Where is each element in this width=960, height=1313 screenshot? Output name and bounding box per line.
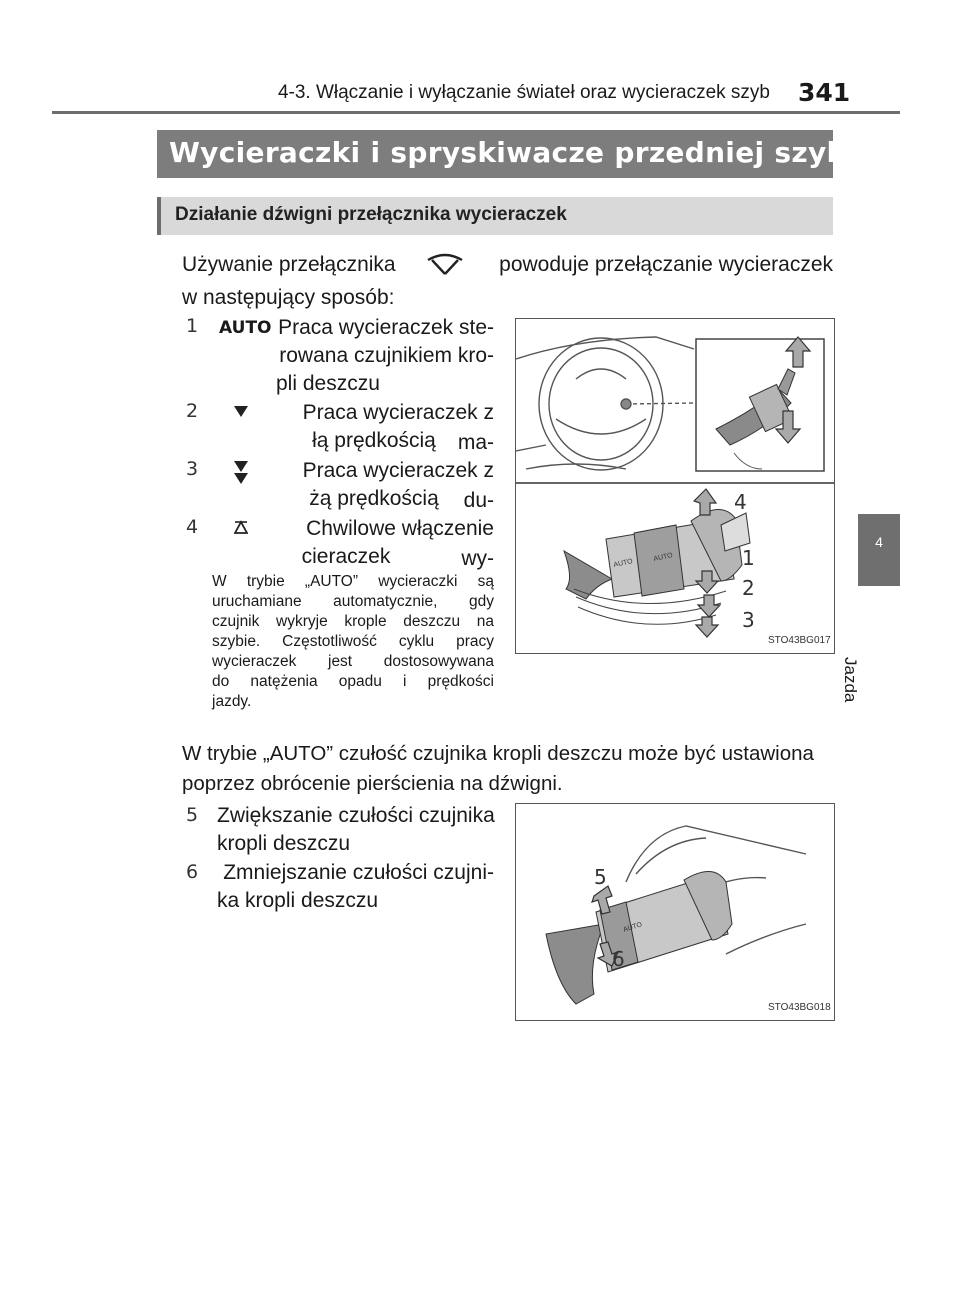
sensitivity-line1: W trybie „AUTO” czułość czujnika kropli deszczu może być ustawiona: [182, 742, 814, 765]
subsection-title: Działanie dźwigni przełącznika wycieraczek: [175, 204, 567, 225]
callout-1: 1: [742, 546, 755, 570]
mode-3-number: 3: [186, 458, 199, 480]
subsection-bar: [157, 197, 833, 235]
chapter-tab: 4: [858, 514, 900, 586]
note-line-3: czujnik wykryje krople deszczu na: [212, 613, 494, 630]
chapter-label-text: Jazda: [841, 657, 860, 703]
running-head: 4-3. Włączanie i wyłączanie świateł oraz wycieraczek szyb: [277, 82, 770, 103]
high-speed-icon: [233, 460, 249, 486]
lever-label-2: AUTO: [652, 552, 674, 563]
note-line-4: szybie. Częstotliwość cyklu pracy: [212, 633, 494, 650]
note-line-2: uruchamiane automatycznie, gdy: [212, 593, 494, 610]
callout-4: 4: [734, 490, 747, 514]
figure-wiper-lever: [515, 318, 835, 654]
note-line-7: jazdy.: [212, 693, 252, 710]
mode-3-line2: żą prędkością: [309, 487, 439, 510]
mode-2-line1: Praca wycieraczek z ma-: [302, 401, 494, 454]
note-line-6: do natężenia opadu i prędkości: [212, 673, 494, 690]
intro-after: powoduje przełączanie wycieraczek: [499, 253, 833, 276]
note-line-5: wycieraczek jest dostosowywana: [212, 653, 494, 670]
lever-closeup: [564, 509, 750, 624]
adjust-6-line2: ka kropli deszczu: [217, 889, 379, 912]
adjust-5-line1: Zwiększanie czułości czujnika: [217, 804, 495, 827]
adjust-6-number: 6: [186, 861, 199, 883]
lever-closeup-2: [546, 871, 732, 1004]
figure-sensitivity-ring: [515, 803, 835, 1021]
steering-wheel-sketch: [516, 337, 696, 470]
adjust-5-number: 5: [186, 804, 199, 826]
mode-4-line1: Chwilowe włączenie wy-: [306, 517, 494, 570]
mode-1-number: 1: [186, 315, 199, 337]
figure1-code: STO43BG017: [768, 635, 831, 646]
note-line-1: W trybie „AUTO” wycieraczki są: [212, 573, 494, 590]
mode-4-number: 4: [186, 516, 199, 538]
section-title: Wycieraczki i spryskiwacze przedniej szyby: [169, 136, 866, 169]
mist-icon: [234, 520, 248, 534]
lever2-label: AUTO: [622, 921, 644, 934]
callout-6: 6: [612, 947, 625, 971]
chapter-label: [841, 595, 904, 703]
mode-4-line2: cieraczek: [301, 545, 391, 568]
mode-1-line2: rowana czujnikiem kro-: [279, 344, 494, 367]
callout-3: 3: [742, 608, 755, 632]
mode-1-line1: Praca wycieraczek ste-: [278, 316, 494, 339]
auto-symbol: AUTO: [219, 318, 272, 338]
section-title-bar: [157, 130, 866, 178]
intro-line2: w następujący sposób:: [182, 286, 395, 309]
callout-2: 2: [742, 576, 755, 600]
low-speed-icon: [233, 404, 249, 418]
lever-label-1: AUTO: [612, 558, 634, 569]
intro-before: Używanie przełącznika: [182, 253, 396, 276]
sensitivity-line2: poprzez obrócenie pierścienia na dźwigni.: [182, 772, 563, 795]
adjust-5-line2: kropli deszczu: [217, 832, 351, 855]
wiper-switch-icon: [424, 252, 466, 278]
mode-1-line3: pli deszczu: [276, 372, 380, 395]
mode-3-line1: Praca wycieraczek z du-: [302, 459, 494, 512]
callout-5: 5: [594, 865, 607, 889]
header-rule: [52, 111, 900, 114]
adjust-6-line1: Zmniejszanie czułości czujni-: [223, 861, 494, 884]
page-number: 341: [798, 78, 851, 107]
mode-2-number: 2: [186, 400, 199, 422]
mode-2-line2: łą prędkością: [312, 429, 436, 452]
figure2-code: STO43BG018: [768, 1002, 831, 1013]
